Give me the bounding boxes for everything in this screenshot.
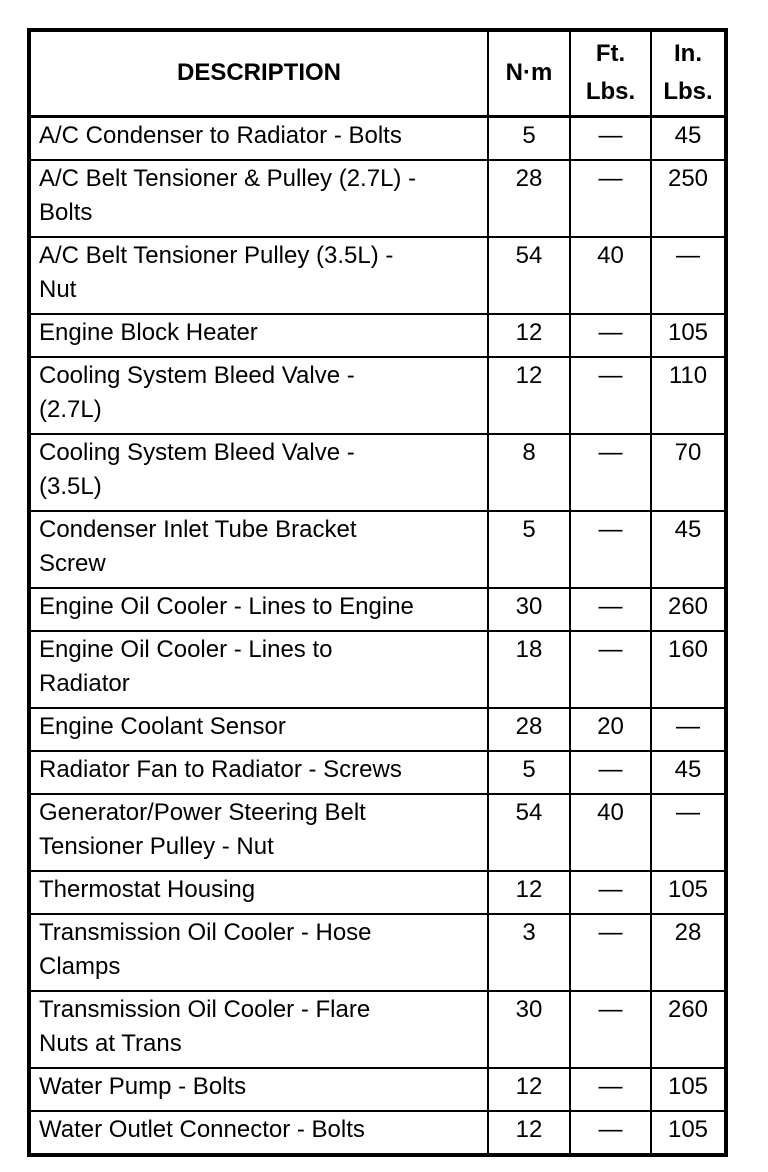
in-lbs-cell: 260 bbox=[651, 991, 726, 1068]
in-lbs-cell: — bbox=[651, 794, 726, 871]
table-row bbox=[29, 357, 726, 434]
ft-lbs-cell: 20 bbox=[570, 708, 651, 751]
header-description: DESCRIPTION bbox=[29, 30, 488, 116]
table-header bbox=[29, 30, 726, 116]
table-row bbox=[29, 991, 726, 1068]
table-row bbox=[29, 160, 726, 237]
in-lbs-cell: 160 bbox=[651, 631, 726, 708]
ft-lbs-cell: — bbox=[570, 871, 651, 914]
description-line: Condenser Inlet Tube Bracket bbox=[39, 515, 357, 543]
description-line: Transmission Oil Cooler - Flare bbox=[39, 995, 371, 1023]
ft-lbs-cell: — bbox=[570, 1111, 651, 1155]
nm-cell: 12 bbox=[488, 871, 570, 914]
nm-cell: 12 bbox=[488, 357, 570, 434]
in-lbs-cell: 105 bbox=[651, 1111, 726, 1155]
nm-cell: 12 bbox=[488, 1111, 570, 1155]
nm-cell: 28 bbox=[488, 708, 570, 751]
in-lbs-cell: 105 bbox=[651, 871, 726, 914]
description-cell bbox=[29, 991, 488, 1068]
nm-cell: 5 bbox=[488, 511, 570, 588]
ft-lbs-cell: — bbox=[570, 991, 651, 1068]
ft-lbs-cell: — bbox=[570, 511, 651, 588]
ft-lbs-cell: — bbox=[570, 751, 651, 794]
table-row bbox=[29, 434, 726, 511]
header-row bbox=[29, 30, 726, 116]
table-row bbox=[29, 914, 726, 991]
nm-cell: 18 bbox=[488, 631, 570, 708]
nm-cell: 5 bbox=[488, 116, 570, 160]
description-line: A/C Belt Tensioner Pulley (3.5L) - bbox=[39, 241, 394, 269]
description-cell bbox=[29, 794, 488, 871]
description-line: Radiator bbox=[39, 669, 130, 697]
description-line: Clamps bbox=[39, 952, 121, 980]
torque-spec-table bbox=[27, 28, 728, 1157]
in-lbs-cell: 260 bbox=[651, 588, 726, 631]
table-row bbox=[29, 511, 726, 588]
table-row bbox=[29, 794, 726, 871]
description-line: Cooling System Bleed Valve - bbox=[39, 438, 355, 466]
ft-lbs-cell: — bbox=[570, 314, 651, 357]
ft-lbs-cell: — bbox=[570, 1068, 651, 1111]
in-lbs-cell: 110 bbox=[651, 357, 726, 434]
in-lbs-cell: 105 bbox=[651, 314, 726, 357]
table-row bbox=[29, 1111, 726, 1155]
ft-lbs-cell: — bbox=[570, 434, 651, 511]
description-cell: Water Pump - Bolts bbox=[29, 1068, 488, 1111]
table-row bbox=[29, 116, 726, 160]
nm-cell: 30 bbox=[488, 991, 570, 1068]
nm-cell: 54 bbox=[488, 237, 570, 314]
description-line: Bolts bbox=[39, 198, 93, 226]
description-line: Screw bbox=[39, 549, 106, 577]
ft-lbs-cell: — bbox=[570, 588, 651, 631]
description-line: Nut bbox=[39, 275, 77, 303]
in-lbs-cell: 70 bbox=[651, 434, 726, 511]
in-lbs-cell: 28 bbox=[651, 914, 726, 991]
description-line: (2.7L) bbox=[39, 395, 102, 423]
description-cell: Radiator Fan to Radiator - Screws bbox=[29, 751, 488, 794]
in-lbs-cell: 45 bbox=[651, 511, 726, 588]
description-line: Transmission Oil Cooler - Hose bbox=[39, 918, 372, 946]
header-in-lbs bbox=[651, 30, 726, 116]
header-in-line2: Lbs. bbox=[663, 78, 713, 106]
nm-cell: 8 bbox=[488, 434, 570, 511]
nm-cell: 12 bbox=[488, 1068, 570, 1111]
header-ft-line2: Lbs. bbox=[585, 78, 636, 106]
description-cell bbox=[29, 434, 488, 511]
table-row bbox=[29, 314, 726, 357]
description-line: Tensioner Pulley - Nut bbox=[39, 832, 274, 860]
header-ft-line1: Ft. bbox=[595, 40, 626, 68]
description-cell: Engine Coolant Sensor bbox=[29, 708, 488, 751]
nm-cell: 12 bbox=[488, 314, 570, 357]
in-lbs-cell: 45 bbox=[651, 751, 726, 794]
description-cell: Water Outlet Connector - Bolts bbox=[29, 1111, 488, 1155]
nm-cell: 30 bbox=[488, 588, 570, 631]
ft-lbs-cell: 40 bbox=[570, 794, 651, 871]
nm-cell: 28 bbox=[488, 160, 570, 237]
table-row bbox=[29, 871, 726, 914]
table-row bbox=[29, 237, 726, 314]
table-row bbox=[29, 708, 726, 751]
description-line: A/C Belt Tensioner & Pulley (2.7L) - bbox=[39, 164, 417, 192]
description-cell: Thermostat Housing bbox=[29, 871, 488, 914]
description-cell bbox=[29, 237, 488, 314]
description-cell bbox=[29, 914, 488, 991]
table-body bbox=[29, 116, 726, 1155]
header-ft-lbs bbox=[570, 30, 651, 116]
ft-lbs-cell: — bbox=[570, 357, 651, 434]
table-row bbox=[29, 751, 726, 794]
description-cell bbox=[29, 160, 488, 237]
description-cell: Engine Block Heater bbox=[29, 314, 488, 357]
description-cell bbox=[29, 357, 488, 434]
description-line: Cooling System Bleed Valve - bbox=[39, 361, 355, 389]
table-row bbox=[29, 588, 726, 631]
ft-lbs-cell: — bbox=[570, 914, 651, 991]
ft-lbs-cell: — bbox=[570, 116, 651, 160]
description-line: Generator/Power Steering Belt bbox=[39, 798, 366, 826]
in-lbs-cell: — bbox=[651, 237, 726, 314]
description-line: Nuts at Trans bbox=[39, 1029, 182, 1057]
header-nm: N·m bbox=[488, 30, 570, 116]
description-line: (3.5L) bbox=[39, 472, 102, 500]
description-cell: Engine Oil Cooler - Lines to Engine bbox=[29, 588, 488, 631]
table-row bbox=[29, 1068, 726, 1111]
description-line: Engine Oil Cooler - Lines to bbox=[39, 635, 333, 663]
nm-cell: 54 bbox=[488, 794, 570, 871]
table-row bbox=[29, 631, 726, 708]
header-in-line1: In. bbox=[674, 40, 702, 68]
ft-lbs-cell: — bbox=[570, 631, 651, 708]
nm-cell: 5 bbox=[488, 751, 570, 794]
description-cell bbox=[29, 631, 488, 708]
nm-cell: 3 bbox=[488, 914, 570, 991]
ft-lbs-cell: 40 bbox=[570, 237, 651, 314]
in-lbs-cell: 45 bbox=[651, 116, 726, 160]
in-lbs-cell: 105 bbox=[651, 1068, 726, 1111]
ft-lbs-cell: — bbox=[570, 160, 651, 237]
description-cell: A/C Condenser to Radiator - Bolts bbox=[29, 116, 488, 160]
in-lbs-cell: 250 bbox=[651, 160, 726, 237]
in-lbs-cell: — bbox=[651, 708, 726, 751]
description-cell bbox=[29, 511, 488, 588]
